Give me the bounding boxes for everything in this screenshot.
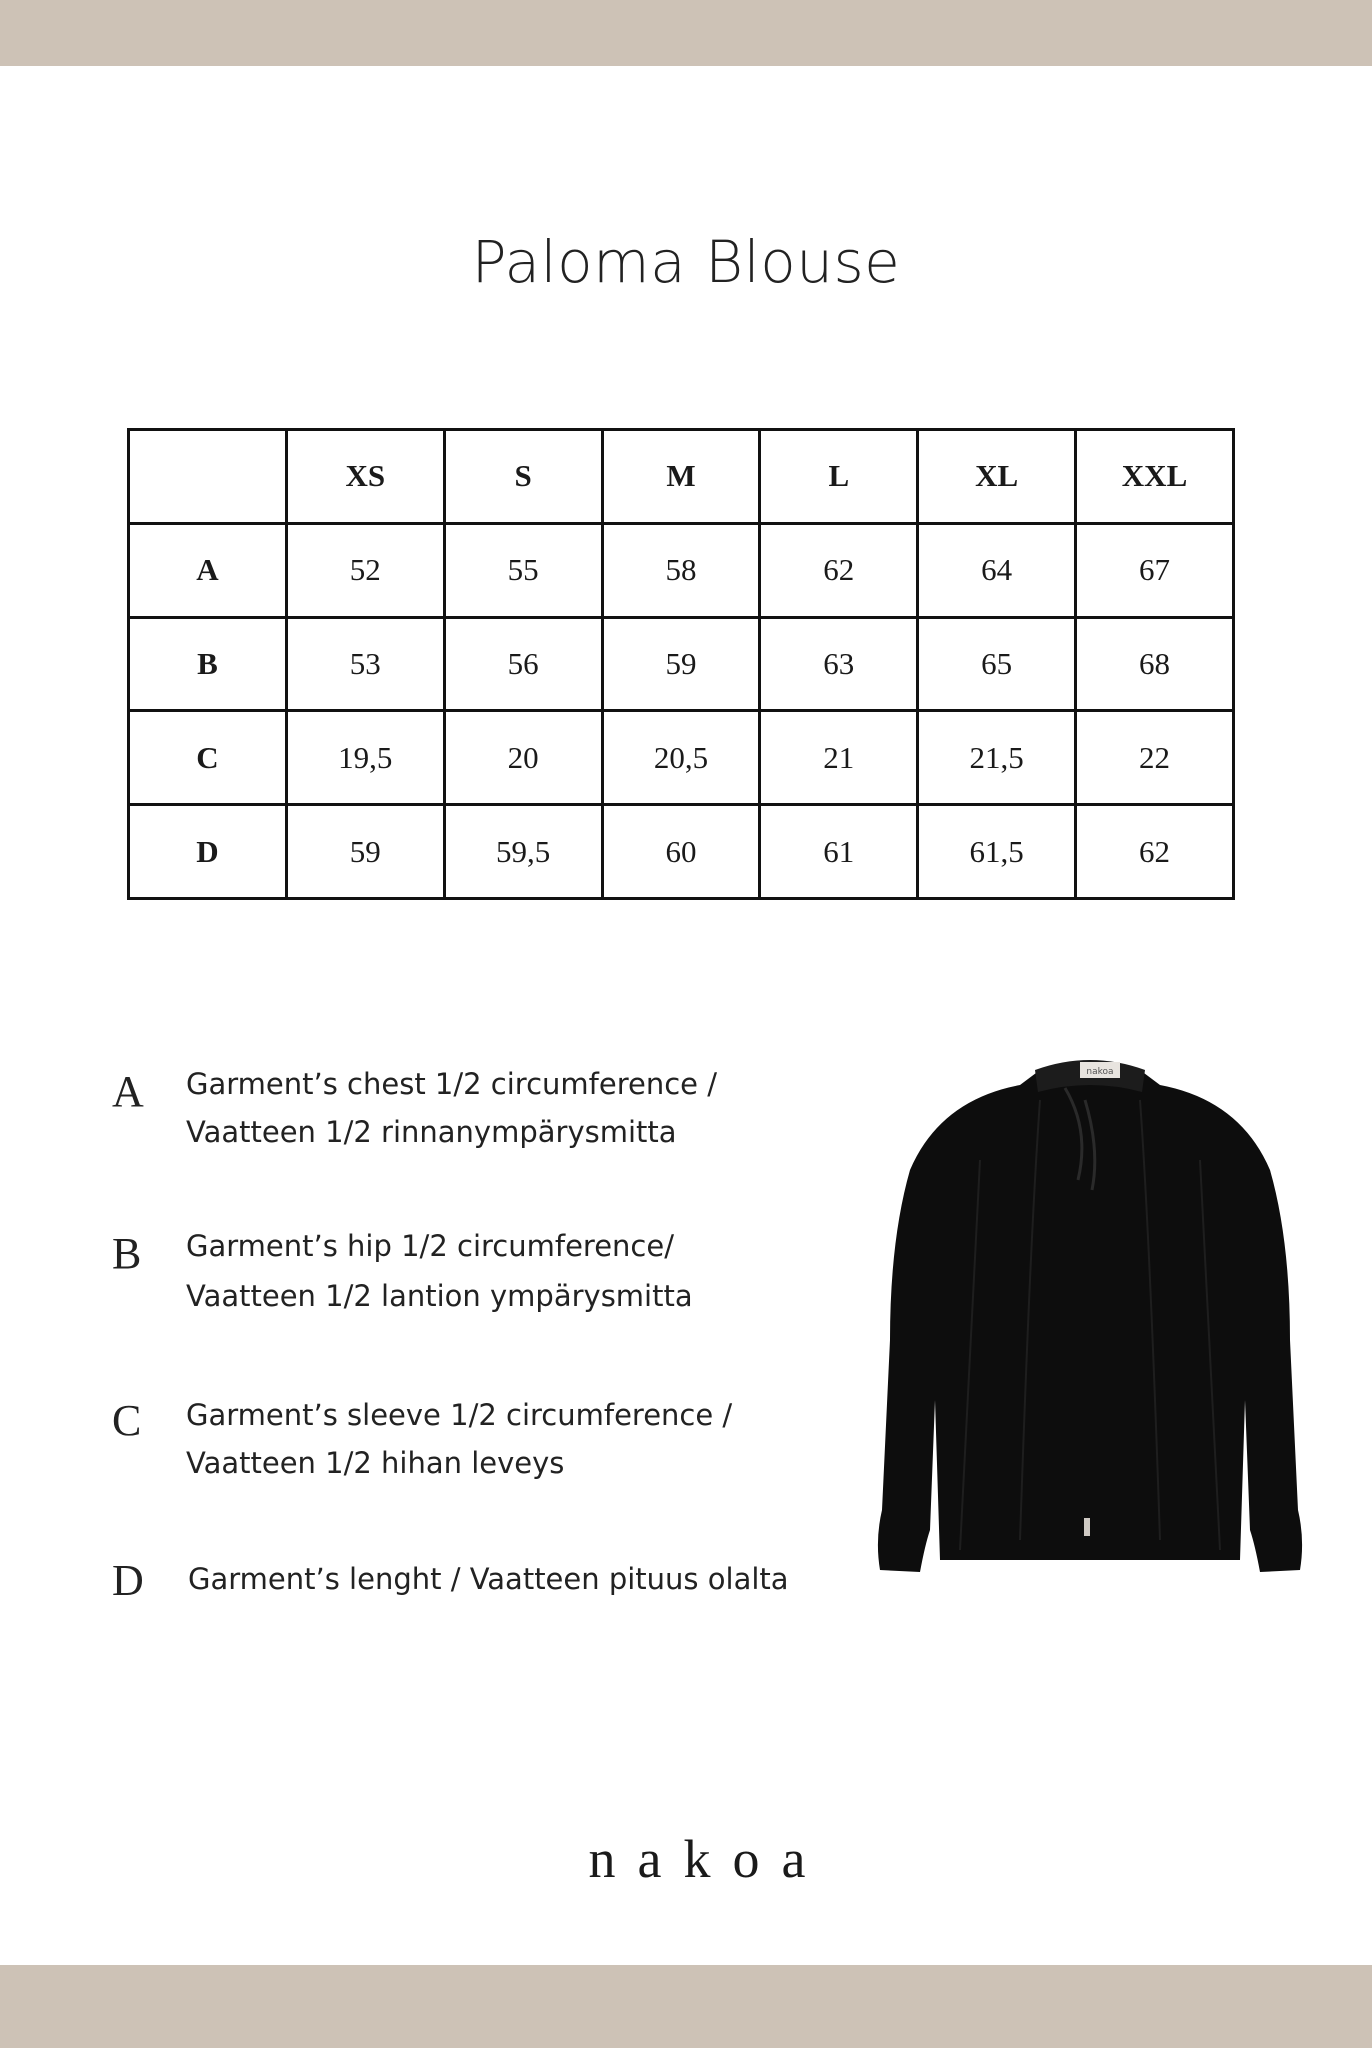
table-cell: 62 (1076, 805, 1234, 899)
page-title: Paloma Blouse (471, 228, 901, 296)
table-cell: 21,5 (918, 711, 1076, 805)
size-header-xs: XS (286, 430, 444, 524)
size-header-xl: XL (918, 430, 1076, 524)
bottom-band (0, 1965, 1372, 2048)
table-cell: 60 (602, 805, 760, 899)
legend-letter: B (112, 1229, 142, 1278)
table-row (129, 523, 1234, 617)
row-label-c: C (129, 711, 287, 805)
table-cell: 20 (444, 711, 602, 805)
table-cell: 68 (1076, 617, 1234, 711)
table-cell: 64 (918, 523, 1076, 617)
table-cell: 53 (286, 617, 444, 711)
table-cell: 58 (602, 523, 760, 617)
table-row (129, 805, 1234, 899)
table-cell: 59 (602, 617, 760, 711)
top-band (0, 0, 1372, 66)
size-table (127, 428, 1235, 900)
table-cell: 61 (760, 805, 918, 899)
table-cell: 61,5 (918, 805, 1076, 899)
size-header-l: L (760, 430, 918, 524)
legend-line: Vaatteen 1/2 hihan leveys (186, 1446, 565, 1480)
table-cell: 59,5 (444, 805, 602, 899)
legend-line: Garment’s sleeve 1/2 circumference / (186, 1398, 733, 1432)
table-cell: 59 (286, 805, 444, 899)
legend-letter: D (112, 1556, 144, 1605)
table-cell: 56 (444, 617, 602, 711)
table-cell: 67 (1076, 523, 1234, 617)
table-cell: 21 (760, 711, 918, 805)
legend-letter: C (112, 1396, 142, 1445)
legend-line: Garment’s hip 1/2 circumference/ (186, 1229, 674, 1263)
blouse-label-text: nakoa (1086, 1067, 1114, 1077)
table-cell: 22 (1076, 711, 1234, 805)
table-cell: 63 (760, 617, 918, 711)
table-header-row (129, 430, 1234, 524)
row-label-a: A (129, 523, 287, 617)
table-corner-cell (129, 430, 287, 524)
table-row (129, 617, 1234, 711)
table-cell: 55 (444, 523, 602, 617)
table-row (129, 711, 1234, 805)
table-cell: 62 (760, 523, 918, 617)
blouse-image (860, 1040, 1320, 1580)
size-header-m: M (602, 430, 760, 524)
row-label-d: D (129, 805, 287, 899)
table-cell: 65 (918, 617, 1076, 711)
legend-line: Garment’s chest 1/2 circumference / (186, 1067, 717, 1101)
legend-line: Garment’s lenght / Vaatteen pituus olalta (188, 1562, 789, 1596)
table-cell: 19,5 (286, 711, 444, 805)
brand-logo: nakoa (588, 1829, 828, 1889)
legend-line: Vaatteen 1/2 lantion ympärysmitta (186, 1279, 693, 1313)
table-cell: 52 (286, 523, 444, 617)
legend-letter: A (112, 1067, 144, 1116)
row-label-b: B (129, 617, 287, 711)
size-header-xxl: XXL (1076, 430, 1234, 524)
size-header-s: S (444, 430, 602, 524)
legend-line: Vaatteen 1/2 rinnanympärysmitta (186, 1115, 677, 1149)
table-cell: 20,5 (602, 711, 760, 805)
